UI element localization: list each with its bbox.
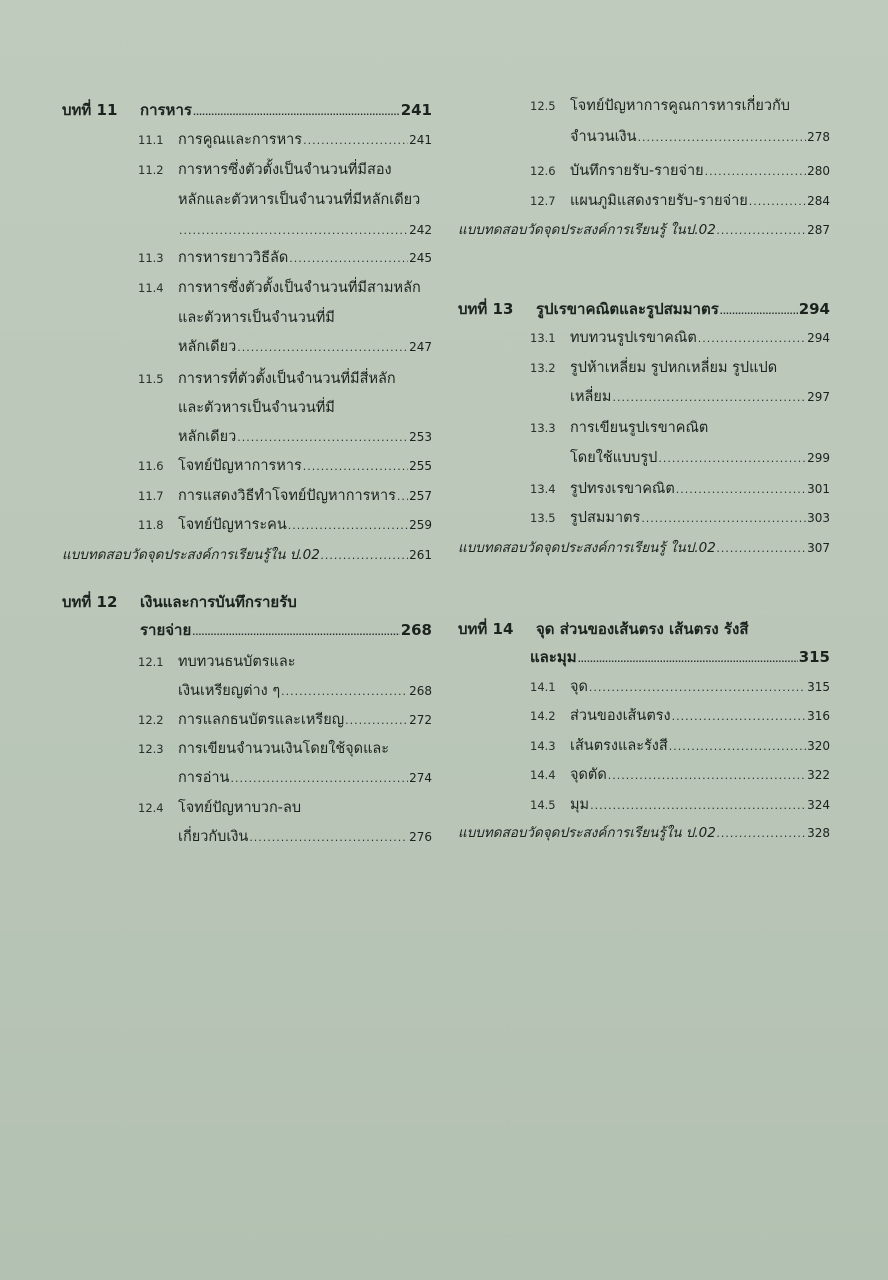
toc-entry-continuation — [178, 827, 432, 848]
toc-entry — [138, 652, 432, 672]
page-number: 294 — [798, 300, 830, 318]
section-number: 12.5 — [530, 99, 556, 113]
leader-dots — [676, 480, 806, 500]
chapter-label: บทที่ 13 — [458, 300, 514, 318]
page-number: 278 — [807, 130, 830, 144]
quiz-entry — [458, 538, 830, 559]
leader-dots — [345, 711, 408, 731]
leader-dots — [288, 516, 408, 536]
page-number: 272 — [409, 713, 432, 727]
quiz-entry — [458, 823, 830, 844]
section-number: 13.1 — [530, 331, 556, 345]
toc-entry — [530, 677, 830, 698]
section-number: 13.4 — [530, 482, 556, 496]
page-number: 307 — [807, 541, 830, 555]
toc-entry-continuation — [178, 190, 432, 210]
section-title: แผนภูมิแสดงรายรับ-รายจ่าย — [570, 193, 748, 209]
chapter-title: รายจ่าย — [140, 621, 192, 639]
toc-entry-continuation — [178, 337, 432, 358]
leader-dots — [303, 131, 408, 151]
section-title: การอ่าน — [178, 770, 230, 786]
toc-entry-continuation — [570, 127, 830, 148]
leader-dots — [658, 449, 806, 469]
section-number: 14.2 — [530, 709, 556, 723]
section-number: 14.4 — [530, 768, 556, 782]
chapter-13-heading — [458, 299, 830, 322]
toc-entry-continuation — [178, 308, 432, 328]
chapter-title: และมุม — [530, 648, 577, 666]
page-number: 303 — [807, 511, 830, 525]
page-number: 328 — [807, 826, 830, 840]
quiz-entry — [62, 545, 432, 566]
page-number: 284 — [807, 194, 830, 208]
toc-entry — [530, 418, 830, 438]
leader-dots — [578, 650, 798, 670]
section-number: 11.8 — [138, 518, 164, 532]
section-title: โจทย์ปัญหาการหาร — [178, 458, 302, 474]
toc-entry-continuation — [178, 681, 432, 702]
toc-entry — [138, 369, 432, 389]
section-title: การคูณและการหาร — [178, 132, 303, 148]
section-title: โจทย์ปัญหาระคน — [178, 517, 287, 533]
section-title: หลักเดียว — [178, 429, 237, 445]
section-title: ทบทวนธนบัตรและ — [178, 654, 296, 670]
page-number: 253 — [409, 430, 432, 444]
chapter-14-heading — [458, 619, 830, 639]
section-title: มุม — [570, 797, 590, 813]
chapter-14-heading-continuation — [530, 647, 830, 670]
section-title: การแลกธนบัตรและเหรียญ — [178, 712, 345, 728]
section-title: บันทึกรายรับ-รายจ่าย — [570, 163, 704, 179]
section-number: 12.6 — [530, 164, 556, 178]
page-number: 268 — [400, 621, 432, 639]
toc-entry — [138, 710, 432, 731]
section-title: การเขียนจำนวนเงินโดยใช้จุดและ — [178, 741, 390, 757]
page-number: 280 — [807, 164, 830, 178]
page-number: 315 — [798, 648, 830, 666]
leader-dots — [717, 824, 806, 844]
quiz-entry — [458, 220, 830, 241]
section-title: โจทย์ปัญหาบวก-ลบ — [178, 800, 302, 816]
toc-entry-continuation — [178, 398, 432, 418]
toc-entry — [530, 479, 830, 500]
leader-dots — [717, 539, 806, 559]
section-title: จุด — [570, 679, 588, 695]
page-number: 299 — [807, 451, 830, 465]
section-title: การหารซึ่งตัวตั้งเป็นจำนวนที่มีสอง — [178, 162, 392, 178]
chapter-11-heading — [62, 100, 432, 123]
section-number: 14.5 — [530, 798, 556, 812]
section-title: โจทย์ปัญหาการคูณการหารเกี่ยวกับ — [570, 98, 791, 114]
page-number: 245 — [409, 251, 432, 265]
page-number: 255 — [409, 459, 432, 473]
page-number: 301 — [807, 482, 830, 496]
toc-entry-continuation — [570, 387, 830, 408]
toc-entry — [530, 795, 830, 816]
toc-entry — [138, 456, 432, 477]
section-title: โดยใช้แบบรูป — [570, 450, 658, 466]
chapter-title: การหาร — [140, 101, 192, 119]
section-number: 14.1 — [530, 680, 556, 694]
page-number: 247 — [409, 340, 432, 354]
leader-dots — [638, 128, 807, 148]
toc-entry-continuation — [178, 427, 432, 448]
page-number: 259 — [409, 518, 432, 532]
page-number: 242 — [409, 223, 432, 237]
toc-entry-continuation — [178, 220, 432, 241]
section-title: และตัวหารเป็นจำนวนที่มี — [178, 400, 335, 416]
toc-entry — [138, 739, 432, 759]
page-number: 316 — [807, 709, 830, 723]
section-number: 11.6 — [138, 459, 164, 473]
toc-entry — [530, 736, 830, 757]
page-number: 287 — [807, 223, 830, 237]
toc-entry — [530, 358, 830, 378]
leader-dots — [672, 707, 806, 727]
page-number: 294 — [807, 331, 830, 345]
leader-dots — [179, 221, 408, 241]
page-number: 276 — [409, 830, 432, 844]
toc-entry — [530, 96, 830, 116]
toc-entry — [530, 508, 830, 529]
chapter-title: จุด ส่วนของเส้นตรง เส้นตรง รังสี — [536, 620, 749, 638]
section-title: จุดตัด — [570, 767, 607, 783]
toc-entry — [138, 160, 432, 180]
section-number: 11.7 — [138, 489, 164, 503]
section-title: รูปสมมาตร — [570, 510, 641, 526]
leader-dots — [237, 338, 408, 358]
section-number: 12.3 — [138, 742, 164, 756]
toc-entry — [138, 486, 432, 507]
chapter-title: เงินและการบันทึกรายรับ — [140, 593, 297, 611]
quiz-title: แบบทดสอบวัดจุดประสงค์การเรียนรู้ใน ป.02 — [458, 825, 716, 841]
leader-dots — [641, 509, 806, 529]
section-number: 12.2 — [138, 713, 164, 727]
section-title: หลักและตัวหารเป็นจำนวนที่มีหลักเดียว — [178, 192, 421, 208]
section-title: เหลี่ยม — [570, 389, 612, 405]
leader-dots — [698, 329, 806, 349]
page-number: 257 — [409, 489, 432, 503]
leader-dots — [230, 769, 408, 789]
leader-dots — [720, 302, 798, 322]
section-title: เส้นตรงและรังสี — [570, 738, 668, 754]
toc-entry-continuation — [178, 768, 432, 789]
chapter-label: บทที่ 12 — [62, 593, 118, 611]
quiz-title: แบบทดสอบวัดจุดประสงค์การเรียนรู้ ในป.02 — [458, 222, 716, 238]
leader-dots — [717, 221, 806, 241]
section-number: 11.1 — [138, 133, 164, 147]
leader-dots — [397, 487, 408, 507]
leader-dots — [590, 796, 806, 816]
leader-dots — [608, 766, 806, 786]
toc-entry — [138, 278, 432, 298]
toc-entry — [138, 248, 432, 269]
section-number: 12.7 — [530, 194, 556, 208]
section-number: 13.2 — [530, 361, 556, 375]
toc-entry — [138, 130, 432, 151]
page-number: 268 — [409, 684, 432, 698]
section-title: การหารซึ่งตัวตั้งเป็นจำนวนที่มีสามหลัก — [178, 280, 421, 296]
chapter-label: บทที่ 11 — [62, 101, 118, 119]
section-number: 12.4 — [138, 801, 164, 815]
section-title: ทบทวนรูปเรขาคณิต — [570, 330, 697, 346]
leader-dots — [249, 828, 408, 848]
leader-dots — [289, 249, 408, 269]
section-number: 11.3 — [138, 251, 164, 265]
page-number: 297 — [807, 390, 830, 404]
quiz-title: แบบทดสอบวัดจุดประสงค์การเรียนรู้ใน ป.02 — [62, 547, 320, 563]
section-title: หลักเดียว — [178, 339, 237, 355]
leader-dots — [612, 388, 806, 408]
section-number: 14.3 — [530, 739, 556, 753]
leader-dots — [281, 682, 408, 702]
leader-dots — [193, 103, 400, 123]
toc-entry — [530, 191, 830, 212]
page-number: 241 — [409, 133, 432, 147]
toc-entry-continuation — [570, 448, 830, 469]
chapter-title: รูปเรขาคณิตและรูปสมมาตร — [536, 300, 719, 318]
quiz-title: แบบทดสอบวัดจุดประสงค์การเรียนรู้ ในป.02 — [458, 540, 716, 556]
section-title: รูปห้าเหลี่ยม รูปหกเหลี่ยม รูปแปด — [570, 360, 778, 376]
chapter-12-heading-continuation — [140, 620, 432, 643]
page-number: 322 — [807, 768, 830, 782]
page-number: 315 — [807, 680, 830, 694]
chapter-12-heading — [62, 592, 432, 612]
leader-dots — [192, 623, 399, 643]
section-number: 11.5 — [138, 372, 164, 386]
section-title: เกี่ยวกับเงิน — [178, 829, 249, 845]
section-title: รูปทรงเรขาคณิต — [570, 481, 675, 497]
section-number: 13.3 — [530, 421, 556, 435]
section-title: การหารที่ตัวตั้งเป็นจำนวนที่มีสี่หลัก — [178, 371, 396, 387]
chapter-label: บทที่ 14 — [458, 620, 514, 638]
leader-dots — [237, 428, 408, 448]
leader-dots — [589, 678, 806, 698]
toc-entry — [530, 328, 830, 349]
page-number: 274 — [409, 771, 432, 785]
page-number: 261 — [409, 548, 432, 562]
section-title: การเขียนรูปเรขาคณิต — [570, 420, 709, 436]
leader-dots — [705, 162, 806, 182]
toc-entry — [530, 765, 830, 786]
leader-dots — [303, 457, 408, 477]
leader-dots — [669, 737, 806, 757]
leader-dots — [749, 192, 806, 212]
section-number: 13.5 — [530, 511, 556, 525]
toc-entry — [138, 798, 432, 818]
toc-entry — [530, 161, 830, 182]
section-title: การแสดงวิธีทำโจทย์ปัญหาการหาร — [178, 488, 396, 504]
section-number: 12.1 — [138, 655, 164, 669]
section-title: การหารยาววิธีลัด — [178, 250, 289, 266]
leader-dots — [321, 546, 408, 566]
section-title: เงินเหรียญต่าง ๆ — [178, 683, 281, 699]
toc-entry — [530, 706, 830, 727]
page-number: 320 — [807, 739, 830, 753]
section-number: 11.4 — [138, 281, 164, 295]
section-number: 11.2 — [138, 163, 164, 177]
toc-entry — [138, 515, 432, 536]
section-title: ส่วนของเส้นตรง — [570, 708, 671, 724]
section-title: และตัวหารเป็นจำนวนที่มี — [178, 310, 335, 326]
page-number: 324 — [807, 798, 830, 812]
page-number: 241 — [400, 101, 432, 119]
section-title: จำนวนเงิน — [570, 129, 637, 145]
